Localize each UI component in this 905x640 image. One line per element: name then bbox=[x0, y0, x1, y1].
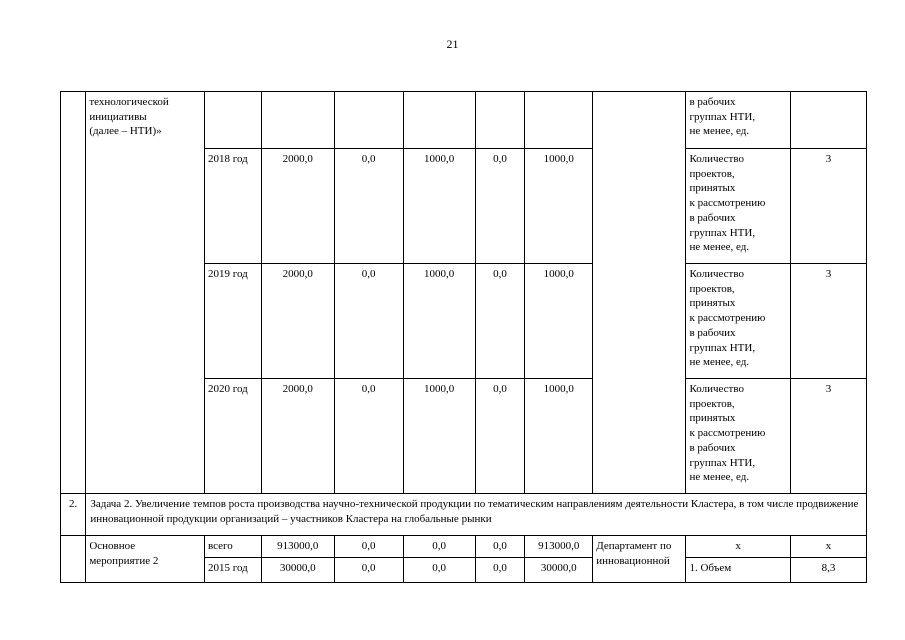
target-cell: 3 bbox=[790, 149, 866, 264]
value-cell: 2000,0 bbox=[261, 264, 334, 379]
year-cell: 2020 год bbox=[204, 379, 261, 494]
value-cell: 1000,0 bbox=[525, 379, 593, 494]
indicator-line: не менее, ед. bbox=[689, 125, 750, 138]
indicator-cell: 1. Объем bbox=[686, 558, 790, 583]
value-cell: 913000,0 bbox=[525, 536, 593, 558]
value-cell: 2000,0 bbox=[261, 149, 334, 264]
table-row bbox=[61, 536, 867, 558]
activity-text-line: инициативы bbox=[89, 110, 147, 123]
activity-name-cell: Основное мероприятие 2 bbox=[86, 536, 205, 583]
executor-cell: Департамент по инновационной bbox=[593, 536, 686, 583]
continuation-row bbox=[61, 92, 867, 149]
value-cell: 0,0 bbox=[475, 264, 525, 379]
indicator-cell: Количество проектов, принятых к рассмотрению в рабочих группах НТИ, не менее, ед. bbox=[686, 149, 790, 264]
year-cell: 2018 год bbox=[204, 149, 261, 264]
value-cell: 0,0 bbox=[334, 536, 403, 558]
activity-text-line: (далее – НТИ)» bbox=[89, 125, 162, 138]
task-row bbox=[61, 494, 867, 536]
indicator-cell: Количество проектов, принятых к рассмотрению в рабочих группах НТИ, не менее, ед. bbox=[686, 379, 790, 494]
value-cell: 913000,0 bbox=[261, 536, 334, 558]
indicator-cell bbox=[686, 92, 790, 149]
target-cell: 3 bbox=[790, 264, 866, 379]
indicator-line: группах НТИ, bbox=[689, 110, 756, 123]
value-cell: 0,0 bbox=[334, 558, 403, 583]
indicator-cell: x bbox=[686, 536, 790, 558]
value-cell: 30000,0 bbox=[525, 558, 593, 583]
target-cell: 3 bbox=[790, 379, 866, 494]
value-cell: 1000,0 bbox=[403, 379, 475, 494]
page-number: 21 bbox=[446, 37, 459, 51]
value-cell: 0,0 bbox=[403, 558, 475, 583]
value-cell: 0,0 bbox=[334, 264, 403, 379]
value-cell: 2000,0 bbox=[261, 379, 334, 494]
value-cell: 0,0 bbox=[334, 149, 403, 264]
value-cell: 1000,0 bbox=[403, 149, 475, 264]
value-cell: 0,0 bbox=[403, 536, 475, 558]
task-number: 2. bbox=[61, 494, 86, 536]
year-cell: всего bbox=[204, 536, 261, 558]
activity-name-cell bbox=[86, 92, 205, 494]
value-cell: 30000,0 bbox=[261, 558, 334, 583]
year-cell: 2019 год bbox=[204, 264, 261, 379]
indicator-line: в рабочих bbox=[689, 96, 736, 108]
value-cell: 0,0 bbox=[475, 536, 525, 558]
program-table bbox=[60, 91, 867, 583]
value-cell: 1000,0 bbox=[525, 264, 593, 379]
target-cell: x bbox=[790, 536, 866, 558]
activity-text-line: технологической bbox=[89, 96, 169, 108]
task-text: Задача 2. Увеличение темпов роста производства научно-технической продукции по тематическим направлениям деятельности Кластера, в том числе продвижение инновационной продукции организаций – участников Кластера на глобальные рынки bbox=[86, 494, 867, 536]
value-cell: 0,0 bbox=[475, 149, 525, 264]
value-cell: 0,0 bbox=[475, 379, 525, 494]
executor-cell bbox=[593, 92, 686, 494]
value-cell: 1000,0 bbox=[403, 264, 475, 379]
year-cell: 2015 год bbox=[204, 558, 261, 583]
indicator-cell: Количество проектов, принятых к рассмотрению в рабочих группах НТИ, не менее, ед. bbox=[686, 264, 790, 379]
value-cell: 1000,0 bbox=[525, 149, 593, 264]
number-cell bbox=[61, 92, 86, 494]
value-cell: 0,0 bbox=[475, 558, 525, 583]
value-cell: 0,0 bbox=[334, 379, 403, 494]
target-cell: 8,3 bbox=[790, 558, 866, 583]
